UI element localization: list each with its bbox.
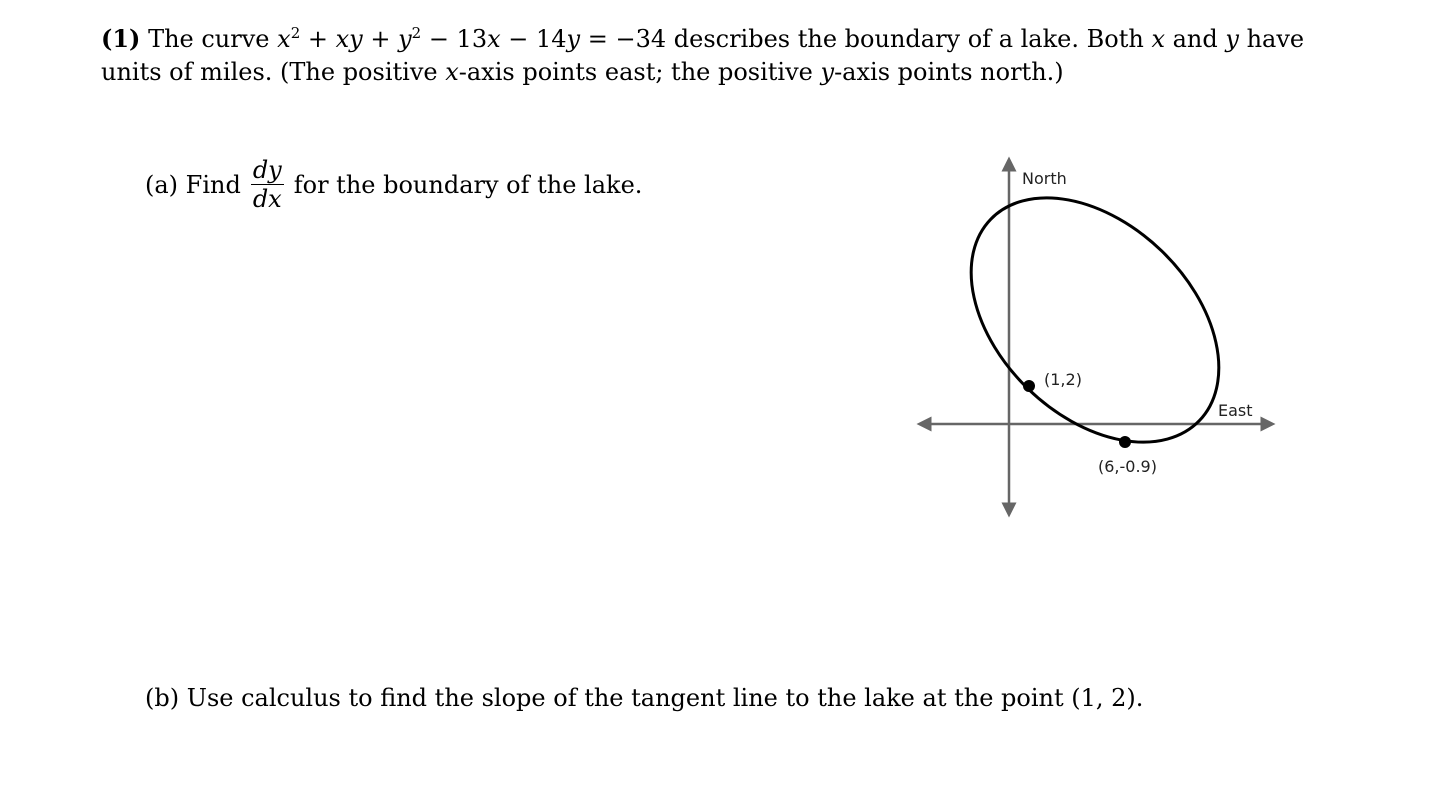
eq-x: x (277, 25, 291, 53)
problem-line-1 (101, 22, 1305, 56)
eq-13: − 13 (421, 25, 488, 53)
eq-y: y (398, 25, 412, 53)
lake-diagram (910, 150, 1290, 530)
problem-line-2 (101, 56, 1301, 89)
part-a (145, 156, 642, 213)
problem-statement (101, 22, 1305, 89)
line2-b: -axis points east; the positive (458, 58, 821, 86)
point-1-label: (1,2) (1044, 370, 1082, 389)
eq-plus-2: + (362, 25, 399, 53)
eq-rhs: = −34 (580, 25, 667, 53)
eq-y2: y (566, 25, 581, 53)
lake-boundary (924, 150, 1266, 490)
eq-xy: xy (335, 25, 363, 53)
problem-text-1: describes the boundary of a lake. Both (666, 25, 1152, 53)
var-x: x (1151, 25, 1165, 53)
have-text: have (1238, 25, 1305, 53)
line2-var-y: y (820, 58, 835, 86)
var-y: y (1225, 25, 1239, 53)
part-a-label: (a) Find (145, 170, 241, 199)
part-a-suffix: for the boundary of the lake. (293, 170, 643, 199)
point-2-label: (6,-0.9) (1098, 457, 1157, 476)
line2-var-x: x (445, 58, 459, 86)
point-6-neg0-9 (1119, 436, 1131, 448)
eq-14: − 14 (500, 25, 567, 53)
eq-exp-2: 2 (411, 24, 422, 42)
point-1-2 (1023, 380, 1035, 392)
problem-number: (1) (101, 24, 141, 53)
eq-x2: x (487, 25, 501, 53)
line2-a: units of miles. (The positive (101, 58, 446, 86)
frac-denominator: dx (252, 185, 282, 213)
problem-intro: The curve (148, 25, 270, 53)
eq-exp-1: 2 (290, 24, 301, 42)
equation (277, 25, 666, 53)
frac-numerator: dy (252, 156, 282, 184)
and-text: and (1164, 25, 1226, 53)
line2-c: -axis points north.) (834, 58, 1064, 86)
north-label: North (1022, 169, 1067, 188)
east-label: East (1218, 401, 1253, 420)
eq-plus-1: + (300, 25, 336, 53)
derivative-fraction (251, 156, 284, 213)
part-b: (b) Use calculus to find the slope of the tangent line to the lake at the point (1, 2). (145, 684, 1144, 712)
